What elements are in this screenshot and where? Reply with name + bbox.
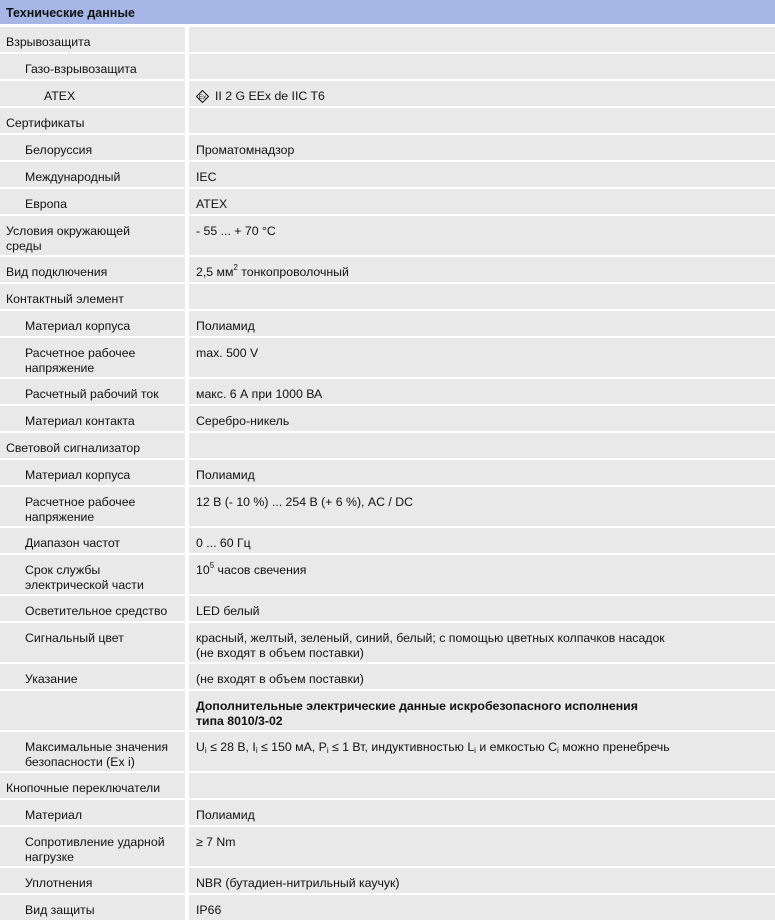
row-label-line: Условия окружающей bbox=[6, 224, 130, 238]
row-value: (не входят в объем поставки) bbox=[189, 664, 775, 689]
row-value bbox=[189, 108, 775, 133]
value-subscript: i bbox=[255, 746, 258, 755]
table-row bbox=[0, 25, 775, 52]
row-label-line: Расчетное рабочее bbox=[25, 346, 136, 360]
row-label: Европа bbox=[0, 189, 185, 214]
value-superscript: 2 bbox=[233, 262, 238, 272]
row-label-line: безопасности (Ex i) bbox=[25, 755, 135, 769]
row-value bbox=[189, 555, 775, 594]
row-value bbox=[189, 81, 775, 106]
row-value: 0 ... 60 Гц bbox=[189, 528, 775, 553]
value-part: часов свечения bbox=[214, 563, 307, 577]
row-value bbox=[189, 27, 775, 52]
table-row bbox=[0, 404, 775, 431]
table-row bbox=[0, 133, 775, 160]
row-label: Материал контакта bbox=[0, 406, 185, 431]
row-label: Сигнальный цвет bbox=[0, 623, 185, 662]
table-row bbox=[0, 893, 775, 920]
row-label: Белоруссия bbox=[0, 135, 185, 160]
row-label: Материал bbox=[0, 800, 185, 825]
row-label: Указание bbox=[0, 664, 185, 689]
value-part: U bbox=[196, 740, 205, 754]
value-part: I bbox=[252, 740, 256, 754]
row-label: Сертификаты bbox=[0, 108, 185, 133]
row-label: Диапазон частот bbox=[0, 528, 185, 553]
row-value bbox=[189, 433, 775, 458]
table-row bbox=[0, 866, 775, 893]
table-row bbox=[0, 336, 775, 377]
row-value bbox=[189, 732, 775, 771]
table-row bbox=[0, 431, 775, 458]
row-label: Вид защиты bbox=[0, 895, 185, 920]
row-label: Контактный элемент bbox=[0, 284, 185, 309]
row-value: Полиамид bbox=[189, 311, 775, 336]
row-label-line: напряжение bbox=[25, 510, 95, 524]
row-label: Международный bbox=[0, 162, 185, 187]
row-label-line: Сопротивление ударной bbox=[25, 835, 165, 849]
row-value-line: красный, желтый, зеленый, синий, белый; с помощью цветных колпачков насадок bbox=[196, 631, 665, 645]
row-value: max. 500 V bbox=[189, 338, 775, 377]
row-label: ATEX bbox=[0, 81, 185, 106]
svg-text:Ex: Ex bbox=[198, 94, 207, 101]
value-part: P bbox=[318, 740, 327, 754]
value-part: ≤ 1 Вт, индуктивностью L bbox=[328, 740, 475, 754]
row-label: Газо-взрывозащита bbox=[0, 54, 185, 79]
row-value: Серебро-никель bbox=[189, 406, 775, 431]
row-label bbox=[0, 555, 185, 594]
value-part: ≤ 28 В, bbox=[206, 740, 253, 754]
table-row bbox=[0, 458, 775, 485]
row-label-line: нагрузке bbox=[25, 850, 74, 864]
row-label: Световой сигнализатор bbox=[0, 433, 185, 458]
table-row bbox=[0, 825, 775, 866]
row-label: Осветительное средство bbox=[0, 596, 185, 621]
table-row bbox=[0, 52, 775, 79]
row-label-line: напряжение bbox=[25, 361, 95, 375]
table-header: Технические данные bbox=[0, 0, 775, 25]
table-row bbox=[0, 309, 775, 336]
row-value: макс. 6 А при 1000 ВА bbox=[189, 379, 775, 404]
row-label bbox=[0, 691, 185, 730]
row-value: Проматомнадзор bbox=[189, 135, 775, 160]
row-value: NBR (бутадиен-нитрильный каучук) bbox=[189, 868, 775, 893]
table-row bbox=[0, 594, 775, 621]
row-value bbox=[189, 54, 775, 79]
table-row bbox=[0, 798, 775, 825]
row-value bbox=[189, 623, 775, 662]
row-value: Полиамид bbox=[189, 460, 775, 485]
table-row bbox=[0, 526, 775, 553]
section-heading bbox=[189, 691, 775, 730]
table-row bbox=[0, 689, 775, 730]
value-part: 10 bbox=[196, 563, 210, 577]
value-subscript: i bbox=[557, 746, 559, 755]
value-subscript: i bbox=[474, 746, 476, 755]
row-value-line: Дополнительные электрические данные искробезопасного исполнения bbox=[196, 699, 638, 713]
atex-marking: II 2 G EEx de IIC T6 bbox=[215, 89, 325, 103]
table-row bbox=[0, 255, 775, 282]
table-row bbox=[0, 662, 775, 689]
row-value bbox=[189, 284, 775, 309]
value-subscript: i bbox=[204, 746, 207, 755]
row-label: Взрывозащита bbox=[0, 27, 185, 52]
row-label bbox=[0, 487, 185, 526]
row-value-line: типа 8010/3-02 bbox=[196, 714, 283, 728]
row-value: ≥ 7 Nm bbox=[189, 827, 775, 866]
value-part: 2,5 мм bbox=[196, 265, 234, 279]
table-row bbox=[0, 771, 775, 798]
ex-mark-icon bbox=[196, 90, 209, 103]
value-part: ≤ 150 мА, bbox=[257, 740, 319, 754]
row-value: LED белый bbox=[189, 596, 775, 621]
table-row bbox=[0, 730, 775, 771]
row-label bbox=[0, 216, 185, 255]
row-value bbox=[189, 773, 775, 798]
row-label-line: электрической части bbox=[25, 578, 144, 592]
value-part: тонкопроволочный bbox=[237, 265, 349, 279]
table-row bbox=[0, 187, 775, 214]
table-row bbox=[0, 377, 775, 404]
row-value bbox=[189, 257, 775, 282]
row-label-line: Срок службы bbox=[25, 563, 101, 577]
table-row bbox=[0, 553, 775, 594]
row-label: Расчетный рабочий ток bbox=[0, 379, 185, 404]
row-label-line: Расчетное рабочее bbox=[25, 495, 136, 509]
row-label: Вид подключения bbox=[0, 257, 185, 282]
row-label-line: Максимальные значения bbox=[25, 740, 169, 754]
row-label: Материал корпуса bbox=[0, 311, 185, 336]
row-value-line: (не входят в объем поставки) bbox=[196, 646, 364, 660]
row-label: Уплотнения bbox=[0, 868, 185, 893]
row-label bbox=[0, 827, 185, 866]
row-value: IEC bbox=[189, 162, 775, 187]
row-label: Материал корпуса bbox=[0, 460, 185, 485]
row-label bbox=[0, 338, 185, 377]
table-row bbox=[0, 282, 775, 309]
row-value: ATEX bbox=[189, 189, 775, 214]
row-value: - 55 ... + 70 °C bbox=[189, 216, 775, 255]
table-row bbox=[0, 621, 775, 662]
value-part: и емкостью C bbox=[475, 740, 558, 754]
row-value: Полиамид bbox=[189, 800, 775, 825]
row-label-line: среды bbox=[6, 239, 42, 253]
row-value: 12 В (- 10 %) ... 254 В (+ 6 %), AC / DC bbox=[189, 487, 775, 526]
value-part: можно пренебречь bbox=[558, 740, 670, 754]
table-row bbox=[0, 485, 775, 526]
row-value: IP66 bbox=[189, 895, 775, 920]
row-label bbox=[0, 732, 185, 771]
table-row bbox=[0, 214, 775, 255]
value-superscript: 5 bbox=[209, 560, 215, 570]
table-row bbox=[0, 79, 775, 106]
table-row bbox=[0, 106, 775, 133]
value-subscript: i bbox=[326, 746, 329, 755]
row-label: Кнопочные переключатели bbox=[0, 773, 185, 798]
table-row bbox=[0, 160, 775, 187]
